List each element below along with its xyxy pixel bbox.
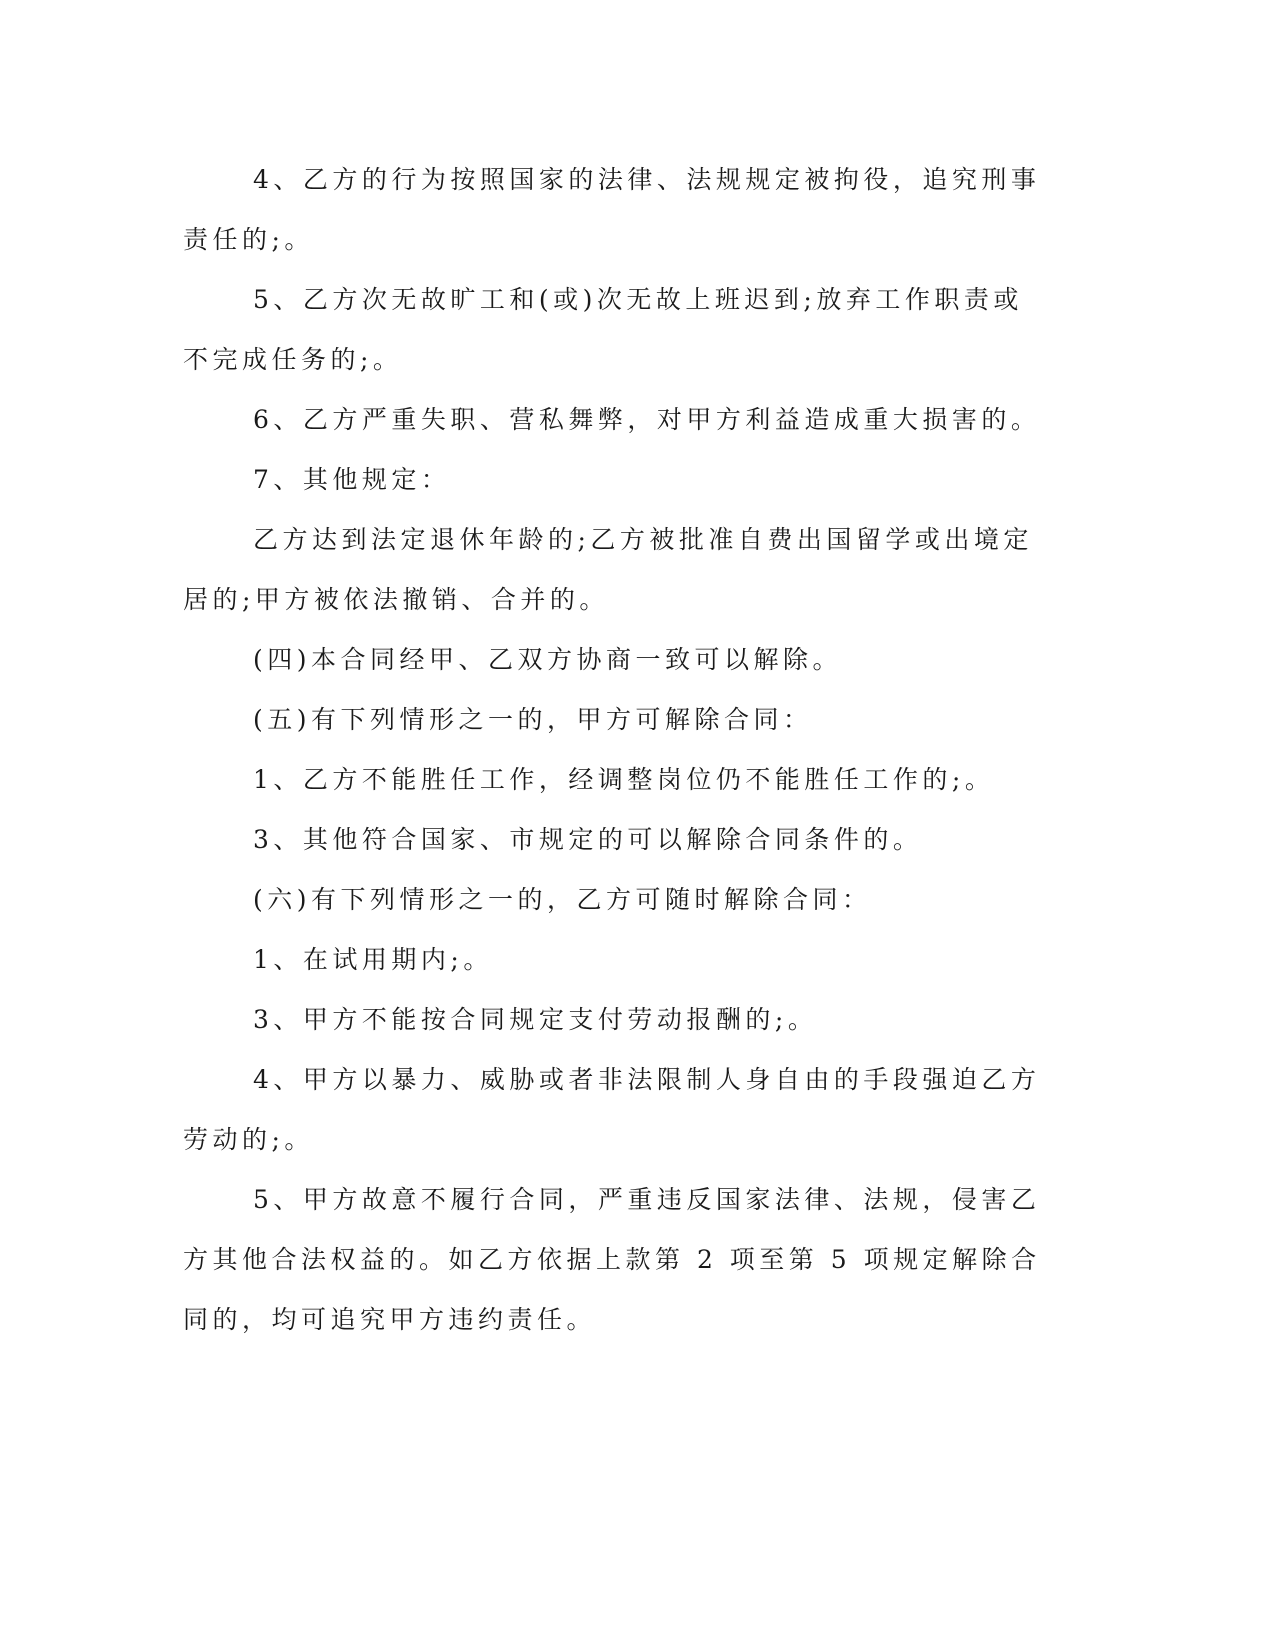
document-page bbox=[183, 150, 1043, 1350]
paragraph-clause-4-detention: 4、乙方的行为按照国家的法律、法规规定被拘役，追究刑事责任的;。 bbox=[183, 165, 1041, 254]
paragraph-section-6: (六)有下列情形之一的，乙方可随时解除合同： bbox=[253, 885, 872, 914]
paragraph-section-6-item-1: 1、在试用期内;。 bbox=[253, 945, 493, 974]
paragraph-section-6-item-5: 5、甲方故意不履行合同，严重违反国家法律、法规，侵害乙方其他合法权益的。如乙方依据上款第 2 项至第 5 项规定解除合同的，均可追究甲方违约责任。 bbox=[183, 1185, 1041, 1334]
paragraph-section-5: (五)有下列情形之一的，甲方可解除合同： bbox=[253, 705, 813, 734]
paragraph-clause-6-misconduct: 6、乙方严重失职、营私舞弊，对甲方利益造成重大损害的。 bbox=[253, 405, 1041, 434]
paragraph-section-6-item-4: 4、甲方以暴力、威胁或者非法限制人身自由的手段强迫乙方劳动的;。 bbox=[183, 1065, 1041, 1154]
paragraph-section-5-item-3: 3、其他符合国家、市规定的可以解除合同条件的。 bbox=[253, 825, 923, 854]
paragraph-section-6-item-3: 3、甲方不能按合同规定支付劳动报酬的;。 bbox=[253, 1005, 818, 1034]
paragraph-clause-5-absence: 5、乙方次无故旷工和(或)次无故上班迟到;放弃工作职责或不完成任务的;。 bbox=[183, 285, 1023, 374]
paragraph-clause-7-other: 7、其他规定： bbox=[253, 465, 451, 494]
paragraph-section-4: (四)本合同经甲、乙双方协商一致可以解除。 bbox=[253, 645, 843, 674]
paragraph-retirement: 乙方达到法定退休年龄的;乙方被批准自费出国留学或出境定居的;甲方被依法撤销、合并的。 bbox=[183, 525, 1033, 614]
paragraph-section-5-item-1: 1、乙方不能胜任工作，经调整岗位仍不能胜任工作的;。 bbox=[253, 765, 995, 794]
